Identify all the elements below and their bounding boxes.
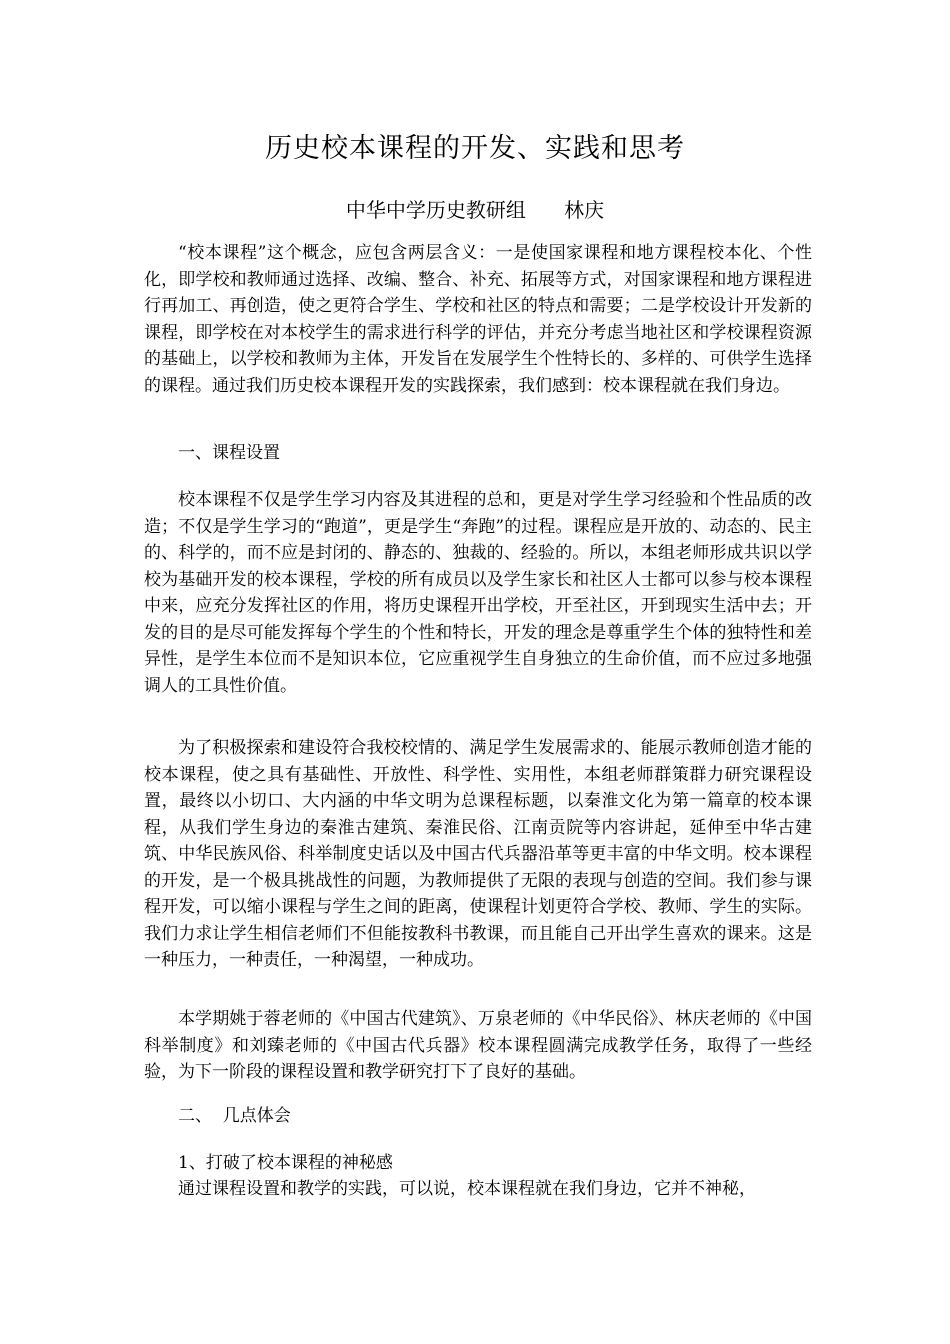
subsection-text-1: 通过课程设置和教学的实践，可以说，校本课程就在我们身边，它并不神秘， <box>178 1179 756 1199</box>
section1-paragraph-2: 为了积极探索和建设符合我校校情的、满足学生发展需求的、能展示教师创造才能的校本课程，使之具有基础性、开放性、科学性、实用性，本组老师群策群力研究课程设置，最终以小切口、大内涵的中华文明为总课程标题，以秦淮文化为第一篇章的校本课程，从我们学生身边的秦淮古建筑、秦淮民俗、江南贡院等内容讲起，延伸至中华古建筑、中华民族风俗、科举制度史话以及中国古代兵器沿革等更丰富的中华文明。校本课程的开发，是一个极具挑战性的问题，为教师提供了无限的表现与创造的空间。我们参与课程开发，可以缩小课程与学生之间的距离，使课程计划更符合学校、教师、学生的实际。我们力求让学生相信老师们不但能按教科书教课，而且能自己开出学生喜欢的课来。这是一种压力，一种责任，一种渴望，一种成功。 <box>144 738 812 970</box>
section-heading-1: 一、课程设置 <box>178 443 280 463</box>
intro-paragraph: “校本课程”这个概念，应包含两层含义：一是使国家课程和地方课程校本化、个性化，即学校和教师通过选择、改编、整合、补充、拓展等方式，对国家课程和地方课程进行再加工、再创造，使之更符合学生、学校和社区的特点和需要；二是学校设计开发新的课程，即学校在对本校学生的需求进行科学的评估，并充分考虑当地社区和学校课程资源的基础上，以学校和教师为主体，开发旨在发展学生个性特长的、多样的、可供学生选择的课程。通过我们历史校本课程开发的实践探索，我们感到：校本课程就在我们身边。 <box>144 243 812 396</box>
subsection-heading-1: 1、打破了校本课程的神秘感 <box>178 1153 393 1173</box>
document-title: 历史校本课程的开发、实践和思考 <box>265 133 685 164</box>
section1-paragraph-3: 本学期姚于蓉老师的《中国古代建筑》、万泉老师的《中华民俗》、林庆老师的《中国科举制度》和刘臻老师的《中国古代兵器》校本课程圆满完成教学任务，取得了一些经验，为下一阶段的课程设置和教学研究打下了良好的基础。 <box>144 1009 812 1082</box>
section1-paragraph-1: 校本课程不仅是学生学习内容及其进程的总和，更是对学生学习经验和个性品质的改造；不仅是学生学习的“跑道”，更是学生“奔跑”的过程。课程应是开放的、动态的、民主的、科学的，而不应是封闭的、静态的、独裁的、经验的。所以，本组老师形成共识以学校为基础开发的校本课程，学校的所有成员以及学生家长和社区人士都可以参与校本课程中来，应充分发挥社区的作用，将历史课程开出学校，开至社区，开到现实生活中去；开发的目的是尽可能发挥每个学生的个性和特长，开发的理念是尊重学生个体的独特性和差异性，是学生本位而不是知识本位，它应重视学生自身独立的生命价值，而不应过多地强调人的工具性价值。 <box>144 490 812 696</box>
author-line: 中华中学历史教研组 林庆 <box>345 198 605 222</box>
section-heading-2: 二、 几点体会 <box>178 1106 291 1126</box>
